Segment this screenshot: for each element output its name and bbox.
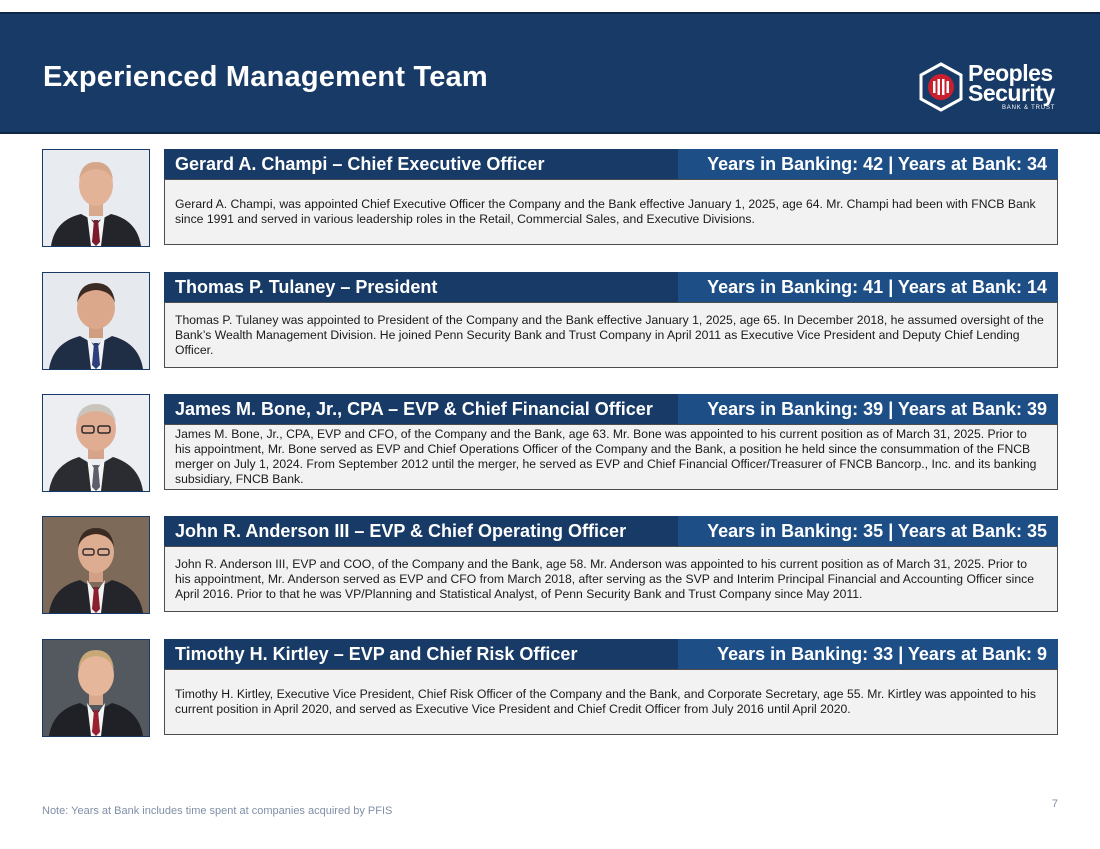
person-portrait-icon (43, 517, 149, 613)
person-portrait-icon (43, 640, 149, 736)
member-title-bar (164, 149, 1058, 179)
member-bio-text: John R. Anderson III, EVP and COO, of the Company and the Bank, age 58. Mr. Anderson was appointed to his current position as of March 31, 2025. Prior to his appointment, Mr. Anderson served as EVP and CFO from March 2018, after serving as the SVP and Interim Principal Financial and Accounting Officer since April 2016. Prior to that he was VP/Planning and Statistical Analyst, of Penn Security Bank and Trust Company since May 2011. (175, 556, 1034, 601)
member-name: Thomas P. Tulaney – President (175, 277, 438, 297)
logo-subline: BANK & TRUST (1002, 105, 1056, 111)
shield-logo-icon (918, 62, 964, 112)
team-member-card (0, 394, 1100, 492)
member-bio-text: Timothy H. Kirtley, Executive Vice President, Chief Risk Officer of the Company and the Bank, and Corporate Secretary, age 55. Mr. Kirtley was appointed to his current position in April 2020, and served as Executive Vice President and Chief Credit Officer from July 2016 until April 2020. (175, 687, 1036, 716)
member-bio (164, 179, 1058, 245)
team-member-card (0, 516, 1100, 614)
member-title-bar (164, 639, 1058, 669)
headshot-photo (42, 272, 150, 370)
member-bio (164, 424, 1058, 490)
header-banner (0, 12, 1100, 134)
member-name: James M. Bone, Jr., CPA – EVP & Chief Financial Officer (175, 399, 653, 419)
member-bio-text: Thomas P. Tulaney was appointed to President of the Company and the Bank effective January 1, 2025, age 65. In December 2018, he assumed oversight of the Bank’s Wealth Management Division. He joined Penn Security Bank and Trust Company in April 2011 as Executive Vice President and Deputy Chief Lending Officer. (175, 312, 1044, 357)
company-logo (918, 60, 1078, 116)
member-years: Years in Banking: 42 | Years at Bank: 34 (678, 149, 1058, 179)
member-name: Gerard A. Champi – Chief Executive Officer (175, 154, 545, 174)
member-name: John R. Anderson III – EVP & Chief Operating Officer (175, 521, 627, 541)
member-bio-text: James M. Bone, Jr., CPA, EVP and CFO, of the Company and the Bank, age 63. Mr. Bone was appointed to his current position as of March 31, 2025. Prior to his appointment, Mr. Bone served as EVP and Chief Operations Officer of the Company and the Bank, a position he held since the consummation of the FNCB merger on July 1, 2024. From September 2012 until the merger, he served as EVP and Chief Financial Officer/Treasurer of FNCB Bancorp., Inc. and its banking subsidiary, FNCB Bank. (175, 427, 1037, 486)
member-bio-text: Gerard A. Champi, was appointed Chief Executive Officer the Company and the Bank effective January 1, 2025, age 64. Mr. Champi had been with FNCB Bank since 1991 and served in various leadership roles in the Retail, Commercial Sales, and Executive Divisions. (175, 197, 1036, 226)
team-member-card (0, 149, 1100, 247)
footnote: Note: Years at Bank includes time spent at companies acquired by PFIS (42, 805, 393, 817)
team-member-card (0, 272, 1100, 370)
member-bio (164, 669, 1058, 735)
headshot-photo (42, 394, 150, 492)
member-years: Years in Banking: 33 | Years at Bank: 9 (678, 639, 1058, 669)
page-number: 7 (1051, 798, 1058, 810)
logo-word-security: Security (968, 80, 1055, 106)
member-title-bar (164, 272, 1058, 302)
member-bio (164, 546, 1058, 612)
person-portrait-icon (43, 395, 149, 491)
person-portrait-icon (43, 273, 149, 369)
member-name: Timothy H. Kirtley – EVP and Chief Risk Officer (175, 644, 578, 664)
member-title-bar (164, 394, 1058, 424)
member-years: Years in Banking: 41 | Years at Bank: 14 (678, 272, 1058, 302)
member-title-bar (164, 516, 1058, 546)
headshot-photo (42, 149, 150, 247)
headshot-photo (42, 639, 150, 737)
page-title: Experienced Management Team (43, 61, 488, 93)
person-portrait-icon (43, 150, 149, 246)
member-years: Years in Banking: 35 | Years at Bank: 35 (678, 516, 1058, 546)
logo-word-peoples: Peoples (968, 60, 1053, 86)
member-years: Years in Banking: 39 | Years at Bank: 39 (678, 394, 1058, 424)
member-bio (164, 302, 1058, 368)
team-member-card (0, 639, 1100, 737)
headshot-photo (42, 516, 150, 614)
